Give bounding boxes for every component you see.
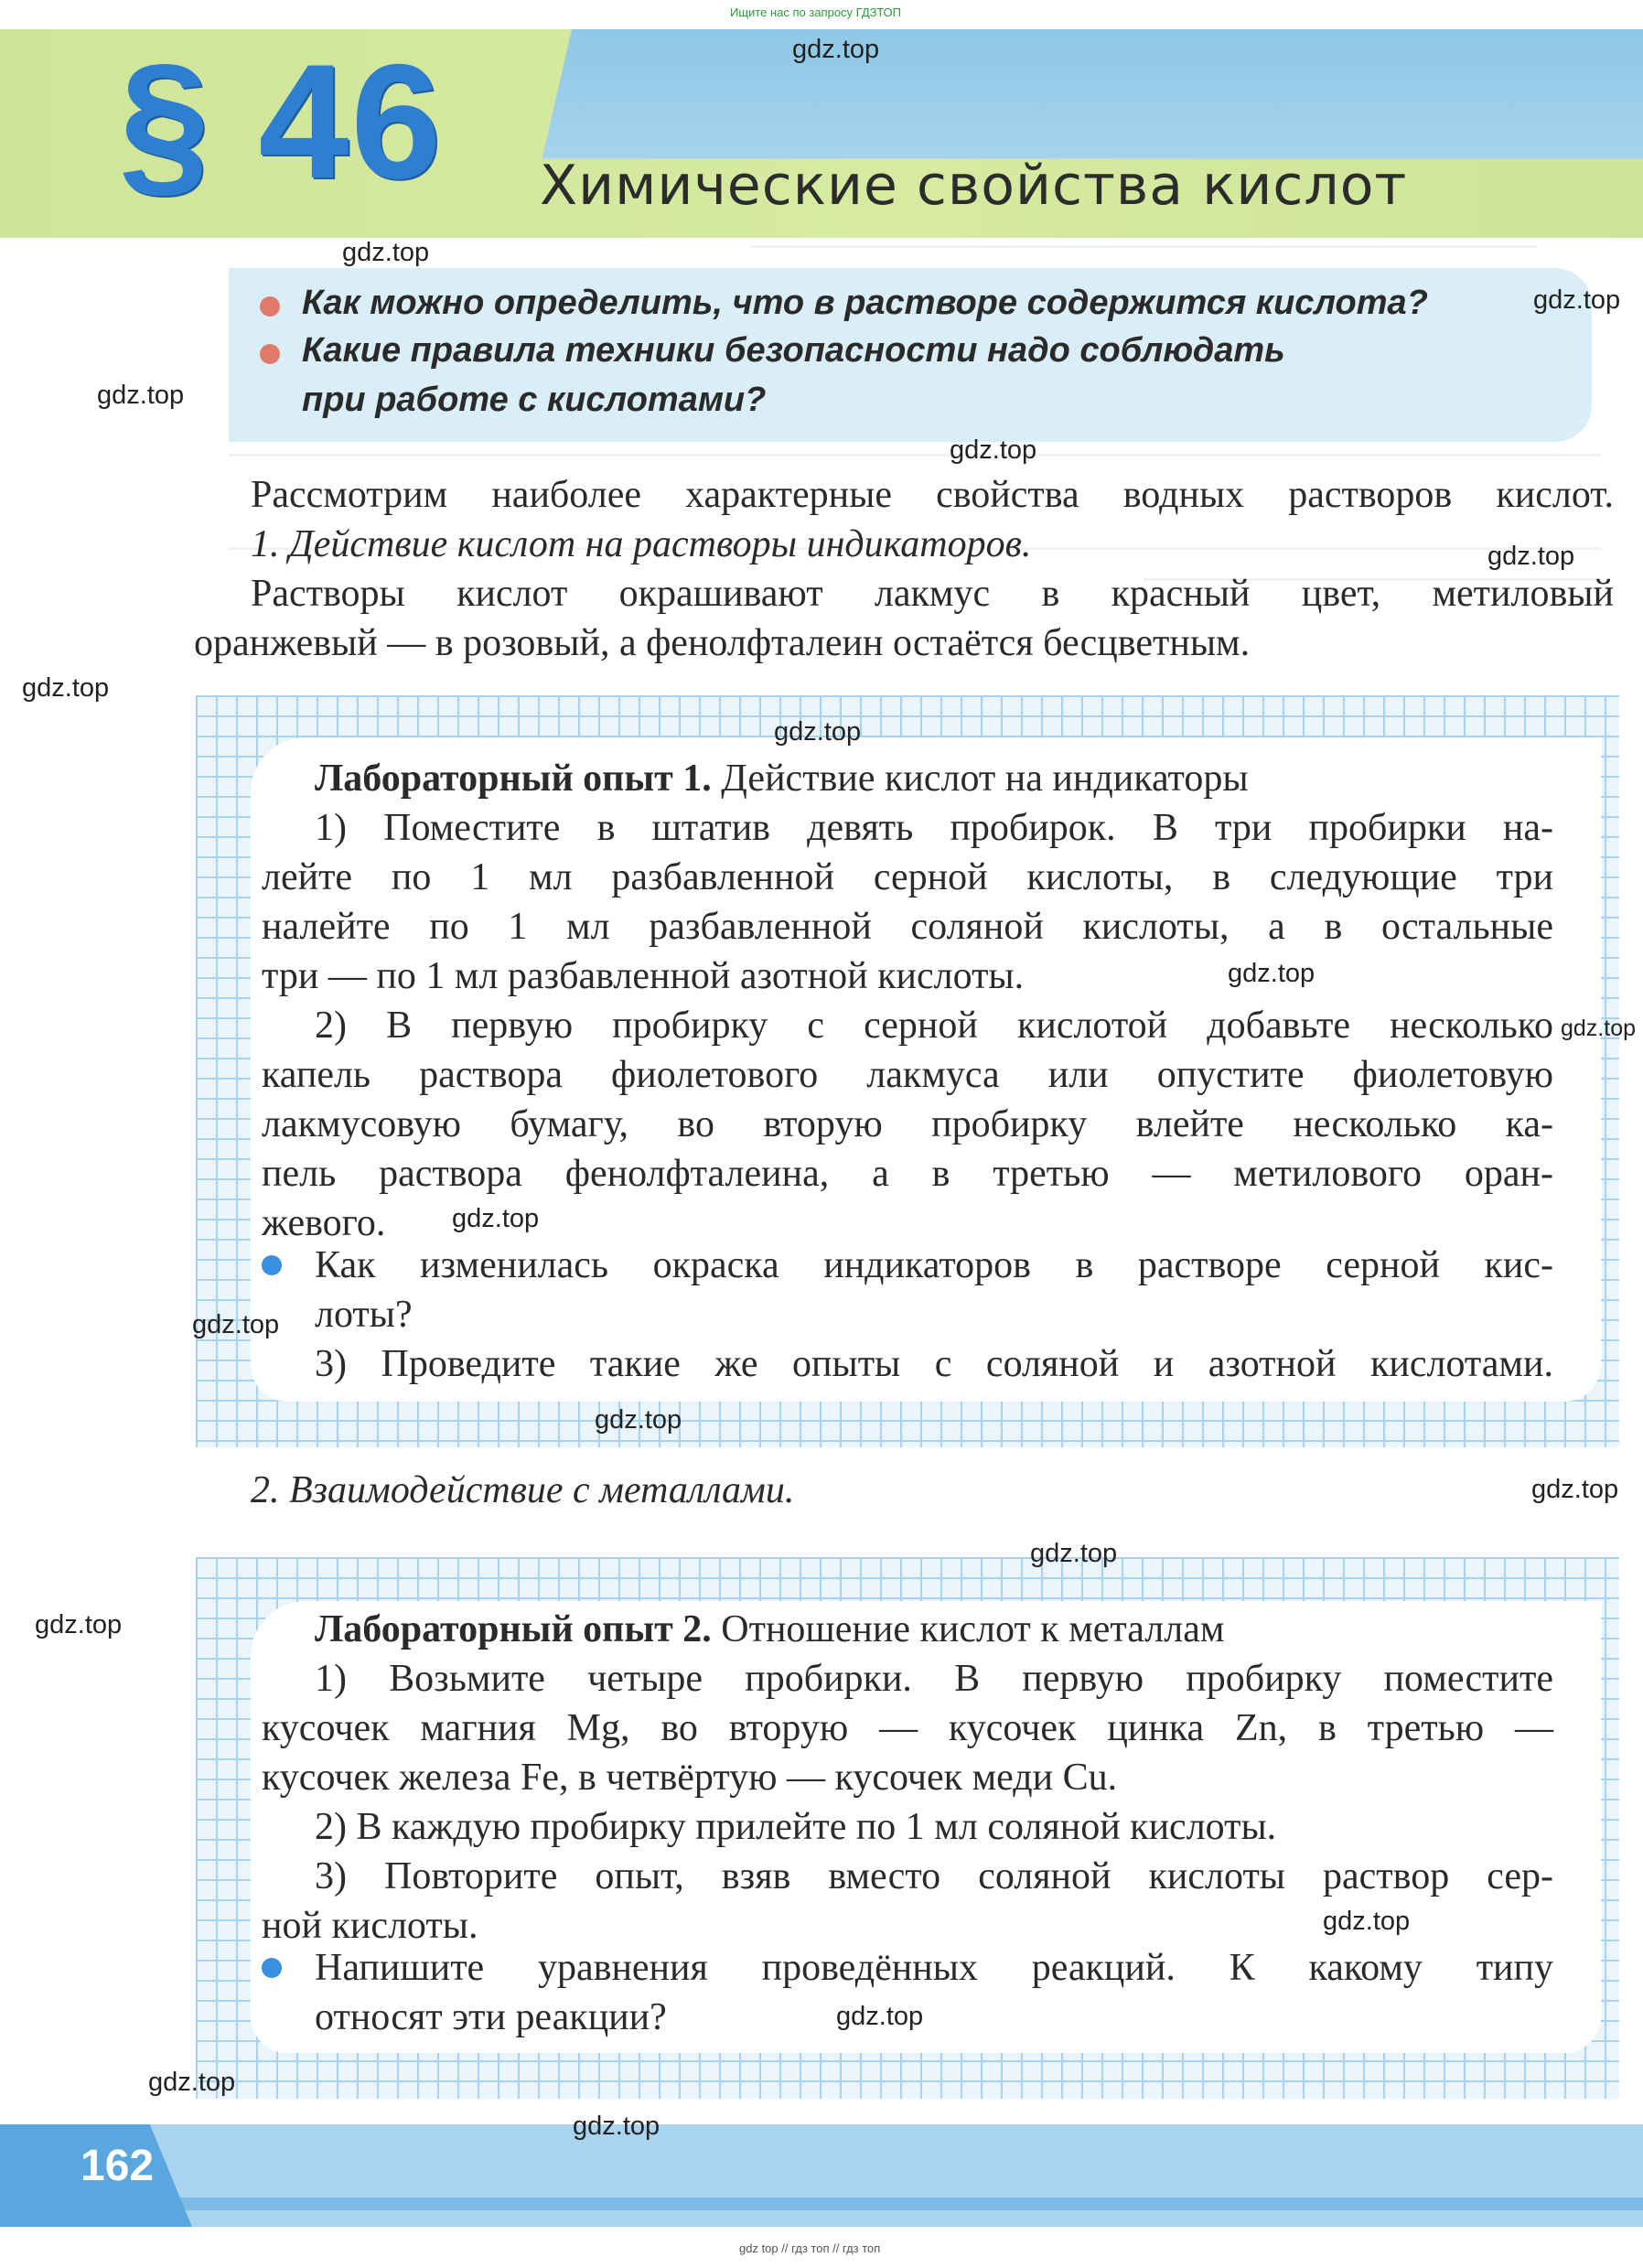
bleed-through-line: [750, 245, 1537, 248]
question-bullet-red: [260, 296, 280, 317]
watermark: gdz.top: [1487, 542, 1575, 571]
lab-1-line: лейте по 1 мл разбавленной серной кислоты, в следующие три: [262, 856, 1553, 898]
question-2: Какие правила техники безопасности надо соблюдать: [302, 331, 1285, 370]
watermark: gdz.top: [452, 1204, 540, 1233]
lab-2-line: ной кислоты.: [262, 1905, 478, 1947]
watermark: gdz.top: [950, 435, 1037, 465]
lab-1-line: капель раствора фиолетового лакмуса или опустите фиолетовую: [262, 1054, 1553, 1096]
watermark: gdz.top: [35, 1610, 123, 1639]
lab-1-line: жевого.: [262, 1202, 386, 1244]
watermark: gdz.top: [1531, 1475, 1619, 1504]
page-number: 162: [81, 2142, 155, 2190]
lab-2-line: кусочек железа Fe, в четвёртую — кусочек меди Cu.: [262, 1757, 1118, 1799]
watermark: gdz.top: [192, 1310, 280, 1339]
watermark: gdz.top: [22, 673, 110, 703]
watermark: gdz.top: [573, 2112, 660, 2141]
watermark: gdz.top: [792, 35, 880, 64]
lab-1-line: налейте по 1 мл разбавленной соляной кислоты, а в остальные: [262, 906, 1553, 948]
subsection-1-heading: 1. Действие кислот на растворы индикаторов.: [251, 523, 1032, 565]
lab-1-line: лакмусовую бумагу, во вторую пробирку влейте несколько ка-: [262, 1103, 1553, 1145]
watermark: gdz.top: [1228, 959, 1315, 988]
lab-1-title-bold: Лабораторный опыт 1.: [315, 758, 712, 800]
watermark: gdz.top: [342, 238, 430, 267]
lab-2-question-continued: относят эти реакции?: [315, 1996, 667, 2038]
lab-2-title-rest: Отношение кислот к металлам: [721, 1608, 1225, 1650]
lab-2-line: 1) Возьмите четыре пробирки. В первую пробирку поместите: [315, 1658, 1553, 1700]
bottom-banner: gdz top // гдз топ // гдз топ: [739, 2241, 881, 2255]
watermark: gdz.top: [836, 2002, 924, 2031]
section-title: Химические свойства кислот: [540, 154, 1408, 218]
watermark: gdz.top: [595, 1405, 682, 1435]
lab-1-title-rest: Действие кислот на индикаторы: [721, 758, 1249, 800]
lab-1-line: 1) Поместите в штатив девять пробирок. В три пробирки на-: [315, 807, 1553, 849]
watermark: gdz.top: [1030, 1539, 1118, 1568]
watermark: gdz.top: [1561, 1016, 1637, 1041]
lab-1-title: [315, 754, 1249, 803]
watermark: gdz.top: [1533, 285, 1621, 315]
lab-2-line: кусочек магния Mg, во вторую — кусочек цинка Zn, в третью —: [262, 1707, 1553, 1749]
watermark: gdz.top: [97, 381, 185, 410]
question-1: Как можно определить, что в растворе содержится кислота?: [302, 284, 1428, 322]
subsection-2-heading: 2. Взаимодействие с металлами.: [251, 1469, 795, 1511]
intro-line: оранжевый — в розовый, а фенолфталеин остаётся бесцветным.: [194, 622, 1251, 664]
lab-1-question: Как изменилась окраска индикаторов в растворе серной кис-: [315, 1244, 1553, 1286]
lab-1-line: пель раствора фенолфталеина, а в третью — метилового оран-: [262, 1153, 1553, 1195]
lab-2-title-bold: Лабораторный опыт 2.: [315, 1608, 712, 1650]
lab-1-question-continued: лоты?: [315, 1294, 413, 1336]
intro-line: Растворы кислот окрашивают лакмус в красный цвет, метиловый: [251, 573, 1614, 615]
watermark: gdz.top: [774, 717, 862, 747]
lab-2-question-bullet: [262, 1958, 282, 1978]
lab-1-line: 3) Проведите такие же опыты с соляной и азотной кислотами.: [315, 1343, 1553, 1385]
question-2-continued: при работе с кислотами?: [302, 381, 767, 419]
section-number: § 46: [119, 30, 444, 212]
bleed-through-line: [229, 454, 1601, 457]
lab-2-line: 2) В каждую пробирку прилейте по 1 мл соляной кислоты.: [315, 1806, 1277, 1848]
lab-2-question: Напишите уравнения проведённых реакций. К какому типу: [315, 1947, 1553, 1989]
watermark: gdz.top: [1323, 1907, 1411, 1936]
lab-2-title: [315, 1605, 1224, 1654]
lab-1-line: 2) В первую пробирку с серной кислотой добавьте несколько: [315, 1005, 1553, 1047]
intro-line: Рассмотрим наиболее характерные свойства водных растворов кислот.: [251, 474, 1614, 516]
top-banner: Ищите нас по запросу ГДЗТОП: [730, 5, 902, 19]
watermark: gdz.top: [148, 2068, 236, 2097]
lab-1-line: три — по 1 мл разбавленной азотной кислоты.: [262, 955, 1025, 997]
footer-stripe: [0, 2198, 1643, 2210]
lab-1-question-bullet: [262, 1255, 282, 1275]
lab-2-line: 3) Повторите опыт, взяв вместо соляной кислоты раствор сер-: [315, 1855, 1553, 1897]
question-bullet-red: [260, 344, 280, 364]
footer-band: [0, 2124, 1643, 2227]
